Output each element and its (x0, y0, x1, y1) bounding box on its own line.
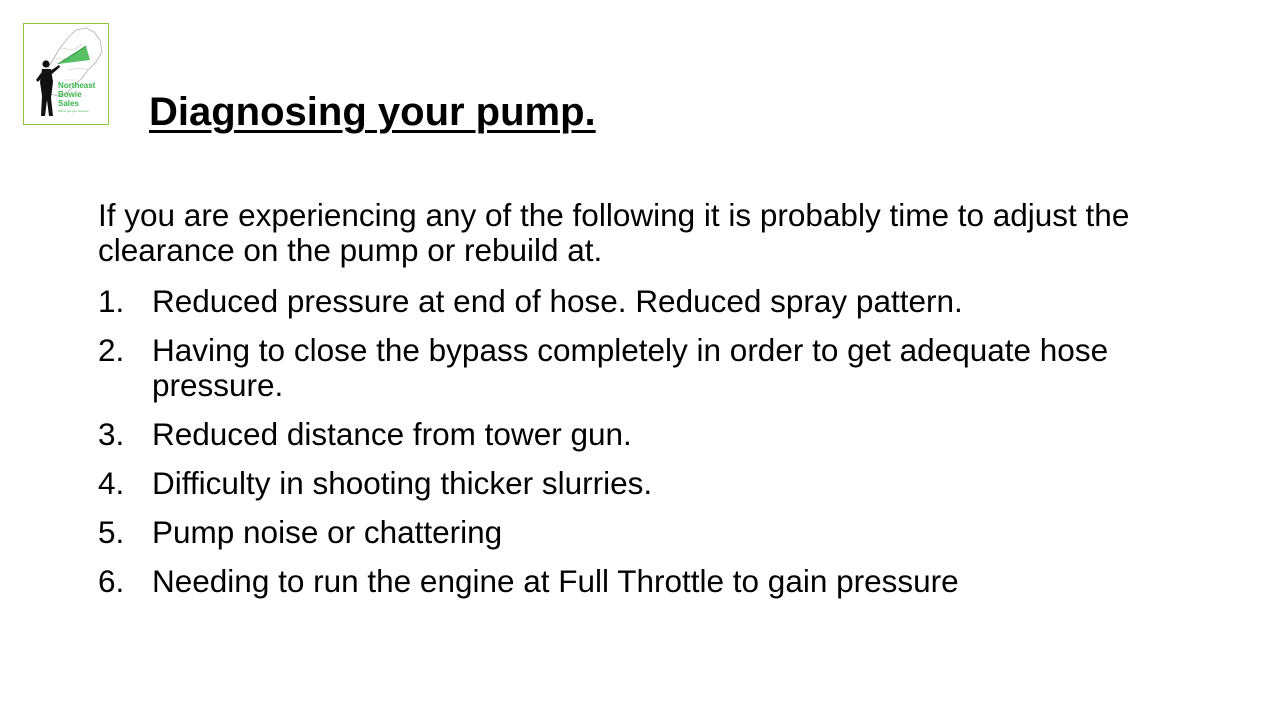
logo-line-1: Northeast (58, 81, 96, 90)
list-item-text: Difficulty in shooting thicker slurries. (152, 465, 653, 501)
list-item-number: 1. (98, 283, 125, 319)
list-item-number: 2. (98, 332, 125, 368)
list-item (98, 564, 1208, 599)
list-item (98, 466, 1208, 501)
list-item (98, 515, 1208, 550)
slide-title: Diagnosing your pump. (149, 90, 596, 134)
list-item-number: 3. (98, 416, 125, 452)
logo-line-2: Bowie (58, 90, 82, 99)
worker-arm-shape (50, 65, 60, 74)
list-item-number: 4. (98, 465, 125, 501)
logo-line-3: Sales (58, 99, 79, 108)
list-item-text: Having to close the bypass completely in order to get adequate hose pressure. (152, 332, 1109, 403)
list-item-number: 5. (98, 514, 125, 550)
company-logo (23, 23, 109, 125)
list-item-number: 6. (98, 563, 125, 599)
logo-tagline: We've got you covered (58, 109, 89, 113)
list-item-text: Reduced distance from tower gun. (152, 416, 632, 452)
worker-head-shape (42, 60, 49, 67)
list-item-text: Pump noise or chattering (152, 514, 503, 550)
list-item (98, 417, 1208, 452)
list-item (98, 333, 1208, 403)
list-item-text: Needing to run the engine at Full Throttle to gain pressure (152, 563, 959, 599)
logo-graphic (24, 24, 108, 124)
symptom-list (98, 284, 1208, 613)
list-item-text: Reduced pressure at end of hose. Reduced spray pattern. (152, 283, 963, 319)
list-item (98, 284, 1208, 319)
intro-paragraph: If you are experiencing any of the following it is probably time to adjust the clearance on the pump or rebuild at. (98, 197, 1130, 268)
